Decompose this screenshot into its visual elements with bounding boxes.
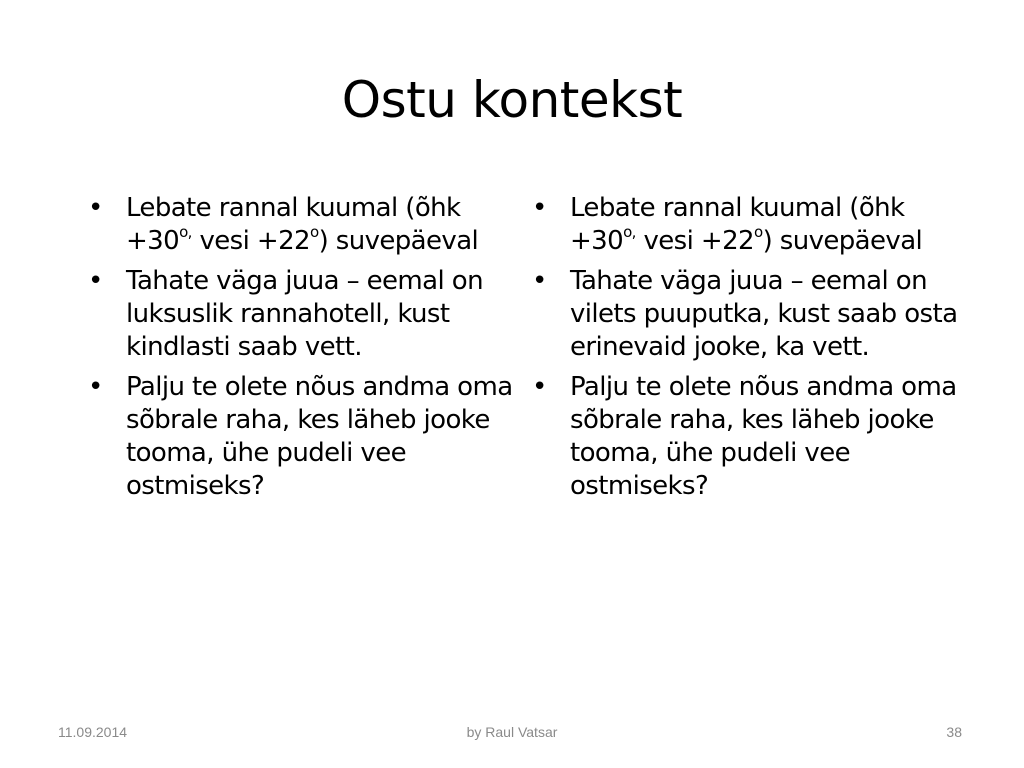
- bullet-item: [84, 192, 524, 258]
- left-bullet-list: [84, 192, 524, 503]
- left-column: [84, 192, 524, 510]
- bullet-text: Lebate rannal kuumal (õhk $+30^{o,}$ vesi $+22^o$) suvepäeval: [126, 193, 479, 256]
- bullet-item: [528, 192, 968, 258]
- footer-date: 11.09.2014: [58, 724, 128, 740]
- bullet-item: [528, 371, 968, 503]
- bullet-marker-icon: •: [532, 193, 547, 223]
- bullet-item: [84, 265, 524, 364]
- bullet-item: [528, 265, 968, 364]
- bullet-text: Palju te olete nõus andma oma sõbrale raha, kes läheb jooke tooma, ühe pudeli vee ostmiseks?: [126, 372, 513, 501]
- bullet-marker-icon: •: [532, 372, 547, 402]
- bullet-marker-icon: •: [88, 372, 103, 402]
- bullet-text: Tahate väga juua – eemal on luksuslik rannahotell, kust kindlasti saab vett.: [126, 266, 483, 362]
- right-column: [528, 192, 968, 510]
- bullet-marker-icon: •: [532, 266, 547, 296]
- bullet-text: Lebate rannal kuumal (õhk $+30^{o,}$ vesi $+22^o$) suvepäeval: [570, 193, 923, 256]
- bullet-marker-icon: •: [88, 266, 103, 296]
- bullet-item: [84, 371, 524, 503]
- bullet-text: Palju te olete nõus andma oma sõbrale raha, kes läheb jooke tooma, ühe pudeli vee ostmiseks?: [570, 372, 957, 501]
- footer-page-number: 38: [946, 724, 962, 740]
- bullet-text: Tahate väga juua – eemal on vilets puuputka, kust saab osta erinevaid jooke, ka vett.: [570, 266, 958, 362]
- slide-title: Ostu kontekst: [341, 71, 683, 129]
- right-bullet-list: [528, 192, 968, 503]
- footer-author: by Raul Vatsar: [466, 724, 558, 740]
- bullet-marker-icon: •: [88, 193, 103, 223]
